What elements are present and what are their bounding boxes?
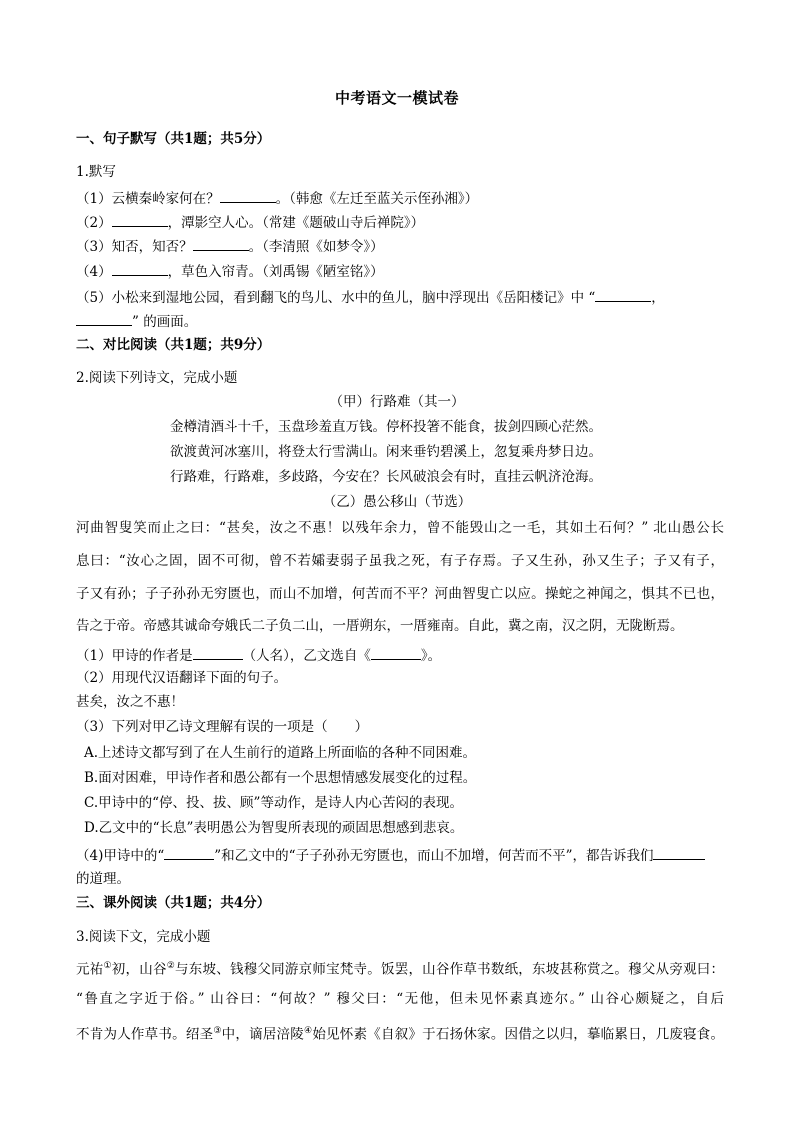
q2-sub-1-text-a: （1）甲诗的作者是 — [76, 648, 193, 664]
footnote-marker: ① — [103, 961, 112, 971]
prose-line: 河曲智叟笑而止之曰：“甚矣，汝之不惠！以残年余力，曾不能毁山之一毛，其如土石何？” 北山愚公长 — [76, 520, 724, 536]
q1-item-5-prompt: （5）小松来到湿地公园，看到翻飞的鸟儿、水中的鱼儿，脑中浮现出《岳阳楼记》中 “ — [76, 290, 596, 306]
answer-blank[interactable] — [220, 188, 276, 203]
answer-blank[interactable] — [193, 236, 249, 251]
q1-item-5 — [76, 287, 665, 307]
q2-sub-4-text-b: ”和乙文中的“子子孙孙无穷匮也，而山不加增，何苦而不平”，都告诉我们 — [214, 848, 654, 864]
answer-blank[interactable] — [164, 845, 214, 860]
q2-sub-4-text-a: （4)甲诗中的“ — [76, 848, 165, 864]
q2-sub-1-text-c: 》。 — [420, 648, 442, 664]
option-b[interactable]: B.面对困难，甲诗作者和愚公都有一个思想情感发展变化的过程。 — [84, 770, 477, 786]
q1-item-2-source: ，潭影空人心。（常建《题破山寺后禅院》） — [167, 215, 425, 231]
prose-title: （乙）愚公移山（节选） — [322, 494, 472, 510]
q1-item-3-source: 。（李清照《如梦令》） — [248, 239, 384, 255]
q1-item-1-prompt: （1）云横秦岭家何在？ — [76, 191, 220, 207]
question-1-heading: 1.默写 — [76, 164, 116, 180]
q2-sub-1 — [76, 645, 441, 665]
passage-text: 中，谪居涪陵 — [221, 1026, 305, 1043]
passage-text: 初，山谷 — [111, 961, 167, 978]
answer-blank[interactable] — [112, 212, 168, 227]
q1-item-3 — [76, 236, 384, 256]
option-c[interactable]: C.甲诗中的“停、投、拔、顾”等动作，是诗人内心苦闷的表现。 — [84, 795, 463, 811]
passage-text: 与东坡、钱穆父同游京师宝梵寺。饭罢，山谷作草书数纸，东坡甚称赏之。穆父从旁观曰： — [175, 961, 725, 978]
footnote-marker: ③ — [213, 1026, 222, 1036]
poem-line: 金樽清酒斗十千，玉盘珍羞直万钱。停杯投箸不能食，拔剑四顾心茫然。 — [170, 419, 602, 435]
answer-blank[interactable] — [112, 261, 168, 276]
q1-item-4-prompt: （4） — [76, 264, 112, 280]
q1-item-2-prompt: （2） — [76, 215, 112, 231]
q1-item-1-source: 。（韩愈《左迁至蓝关示侄孙湘》） — [275, 191, 479, 207]
q2-sub-4-tail: 的道理。 — [76, 871, 130, 887]
q1-item-4 — [76, 261, 384, 281]
section-heading-2: 二、对比阅读（共1题；共9分） — [76, 337, 271, 353]
answer-blank[interactable] — [371, 645, 421, 660]
section-heading-1: 一、句子默写（共1题；共5分） — [76, 131, 271, 147]
passage-line — [76, 1022, 724, 1044]
passage-line: “鲁直之字近于俗。” 山谷曰：“何故？” 穆父曰：“无他，但未见怀素真迹尔。” 山谷心颇疑之，自后 — [76, 991, 724, 1007]
q1-item-5-tail: ” 的画面。 — [132, 314, 198, 330]
answer-blank[interactable] — [76, 311, 132, 326]
question-3-heading: 3.阅读下文，完成小题 — [76, 929, 211, 945]
passage-line — [76, 957, 724, 979]
option-a[interactable]: A.上述诗文都写到了在人生前行的道路上所面临的各种不同困难。 — [84, 745, 477, 761]
poem-title: （甲）行路难（其一） — [329, 394, 465, 410]
answer-blank[interactable] — [653, 845, 705, 860]
passage-text: 始见怀素《自叙》于石扬休家。因借之以归，摹临累日，几废寝食。 — [312, 1026, 725, 1043]
q1-item-2 — [76, 212, 424, 232]
prose-line: 子又有孙；子子孙孙无穷匮也，而山不加增，何苦而不平？河曲智叟亡以应。操蛇之神闻之，惧其不已也， — [76, 586, 724, 602]
answer-blank[interactable] — [193, 645, 243, 660]
q1-item-5-comma: ， — [651, 290, 665, 306]
page-title: 中考语文一模试卷 — [334, 89, 459, 107]
q2-sub-1-text-b: （人名），乙文选自《 — [242, 648, 371, 664]
question-2-heading: 2.阅读下列诗文，完成小题 — [76, 370, 238, 386]
prose-line: 告之于帝。帝感其诚命夸娥氏二子负二山，一厝朔东，一厝雍南。自此，冀之南，汉之阴，无陇断焉。 — [76, 618, 684, 634]
passage-text: 元祐 — [76, 961, 104, 978]
q1-item-3-prompt: （3）知否，知否？ — [76, 239, 193, 255]
q1-item-5-cont — [76, 311, 197, 331]
q2-sub-4 — [76, 845, 705, 865]
q1-item-4-source: ，草色入帘青。（刘禹锡《陋室铭》） — [167, 264, 384, 280]
option-d[interactable]: D.乙文中的“长息”表明愚公为智叟所表现的顽固思想感到悲哀。 — [84, 820, 464, 836]
section-heading-3: 三、课外阅读（共1题；共4分） — [76, 895, 271, 911]
poem-line: 欲渡黄河冰塞川，将登太行雪满山。闲来垂钓碧溪上，忽复乘舟梦日边。 — [170, 444, 602, 460]
footnote-marker: ④ — [304, 1026, 313, 1036]
q2-sub-2-sentence: 甚矣，汝之不惠！ — [76, 694, 184, 710]
q2-sub-3: （3）下列对甲乙诗文理解有误的一项是（ ） — [76, 719, 369, 735]
poem-line: 行路难，行路难，多歧路，今安在？长风破浪会有时，直挂云帆济沧海。 — [170, 469, 602, 485]
footnote-marker: ② — [166, 961, 176, 971]
q1-item-1 — [76, 188, 478, 208]
prose-line: 息曰：“汝心之固，固不可彻，曾不若孀妻弱子虽我之死，有子存焉。子又生孙，孙又生子；子又有子， — [76, 553, 724, 569]
passage-text: 不肯为人作草书。绍圣 — [76, 1026, 214, 1043]
answer-blank[interactable] — [595, 287, 651, 302]
q2-sub-2: （2）用现代汉语翻译下面的句子。 — [76, 670, 288, 686]
